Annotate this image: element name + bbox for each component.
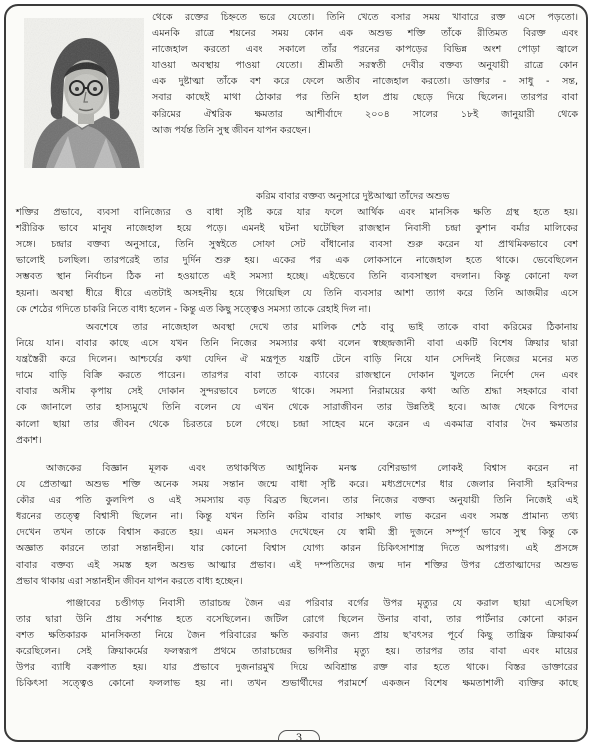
text-line: অবশেষে তার নাজেহাল অবস্থা দেখে তার মালিক শেঠ বাবু ভাই তাকে বাবা করিমের ঠিকানায় bbox=[86, 322, 578, 333]
text-line: ধরনের তত্ত্বে বিশ্বাসী ছিলেন না। কিন্তু যখন তিনি করিম বাবার সাক্ষাৎ লাভ করেন এবং সমস্ত প্রামান্য তথ্য bbox=[16, 511, 578, 523]
text-line: প্রকাশ। bbox=[16, 434, 42, 446]
text-line: দামে বাড়ি বিক্রি করতে পারেন। তারপর বাবা তাকে ব্যাবের রাজস্থানে দোকান খুলতে নির্দেশ দেন এবং bbox=[16, 370, 578, 382]
paragraph-5 bbox=[16, 596, 578, 693]
text-line: থেকে রক্তের চিহ্নতে ভরে যেতো। তিনি খেতে বসার সময় খাবারে রক্ত এসে পড়তো। bbox=[152, 12, 578, 23]
text-line: যাওয়া অবস্থায় পাওয়া যেতো। শ্রীমতী সরস্বতী দেবীর বক্তব্য অনুযায়ী রাত্রে কোন bbox=[152, 60, 578, 72]
text-line: নাজেহাল করতো এবং সকালে তাঁর পরনের কাপড়ের বিভিন্ন অংশ পোড়া জ্বালে bbox=[152, 44, 578, 56]
text-line: উপর ব্যাধি বক্রপাত হয়। যার প্রভাবে দুজনারমুখ দিয়ে অবিশ্রান্ত রক্ত বার হতে থাকে। বিস্তর ডাক্তারের bbox=[16, 662, 578, 674]
text-line: করেছিলেন। সেই ক্রিয়াকর্মের ফলস্বরূপ প্রথমে তারাচন্দ্রের ভগিনীর মৃত্যু হয়। তারপর তার বাবা এবং মায়ের bbox=[16, 646, 578, 658]
text-line: নিয়ে যান। বাবার কাছে এসে যখন তিনি নিজের সমস্যার কথা বলেন স্বচ্ছন্দ্রজানী বাবা একটি বিশেষ ক্রিয়ার দ্বারা bbox=[16, 338, 578, 350]
portrait-image bbox=[24, 18, 144, 168]
text-line: বশত ক্ষতিকারক মানসিকতা নিয়ে জৈন পরিবারের ক্ষতি করবার জন্য প্রায় ছ'বৎসর পূর্বে কিছু তান্ত্রিক ক্রিয়াকর্ম bbox=[16, 630, 578, 642]
text-line: তার দ্বারা উনি প্রায় সর্বশান্ত হতে বসেছিলেন। জটিল রোগে ছিলেন উনার বাবা, তার পার্টনার কোনো কারন bbox=[16, 614, 578, 626]
page-number: 3 bbox=[278, 730, 320, 742]
text-line: শক্তির প্রভাবে, ব্যবসা বানিজ্যের ও বাধা সৃষ্টি করে যার ফলে আর্থিক এবং মানসিক ক্ষতি গ্রস্থ হতে হয়। bbox=[16, 207, 578, 219]
text-line: যন্ত্রস্তৈরী করে দিলেন। আশ্চর্যের কথা যেদিন ঐ মন্ত্রপূত যন্ত্রটি টেনে বাড়ি নিয়ে যান সেদিনই নিজের মনের মত bbox=[16, 354, 578, 366]
text-line: সবার কাছেই মাথা ঠোকার পর তিনি হাল প্রায় ছেড়ে দিয়ে ছিলেন। তারপর বাবা bbox=[152, 92, 578, 104]
text-line: বাবার অসীম কৃপায় সেই দোকান সুন্দরভাবে চলতে থাকে। সমস্যা নিরাময়ের কথা অতি শ্রদ্ধা সহকারে বাবা bbox=[16, 386, 578, 398]
document-page bbox=[4, 4, 588, 742]
text-line: পাঞ্জাবের চণ্ডীগড় নিবাসী তারাচন্দ্র জৈন এর পরিবার বর্গের উপর মৃত্যুর যে করাল ছায়া এসেছিল bbox=[66, 598, 578, 609]
paragraph-1 bbox=[152, 10, 578, 139]
text-line: শরীরিক ভাবে মানুষ নাজেহাল হয়ে পড়ে। এমনই ঘটনা ঘটেছিল রাজস্থান নিবাসী চন্দ্রা কুশান বর্মার মালিকের bbox=[16, 223, 578, 235]
text-line: করিম বাবার বক্তব্য অনুসারে দুষ্টআত্মা তাঁদের অশুভ bbox=[256, 191, 450, 202]
text-line: করিমের ঐশ্বরিক ক্ষমতার আশীর্বাদে ২০০৪ সালের ১৮ই জানুয়ারী থেকে bbox=[152, 108, 578, 120]
paragraph-2 bbox=[16, 189, 578, 318]
text-line: চিকিৎসা সত্ত্বেও কোনো ফললাভ হয় না। তখন শুভার্থীদের পরামর্শে একজন বিশেষ ক্ষমতাশালী ব্যক্তির কাছে bbox=[16, 678, 578, 690]
text-line: প্রভাব থাকায় এরা সন্তানহীন জীবন যাপন করতে বাধ্য হচ্ছেন। bbox=[16, 575, 243, 587]
text-line: কালো ছায়া তার জীবন থেকে চিরতরে চলে গেছে। চন্দ্রা সাহেব মনে করেন এ একমাত্র বাবার দৈব ক্ষমতার bbox=[16, 418, 578, 430]
text-line: এমনকি রাত্রে শয়নের সময় কোন এক অশুভ শক্তি তাঁকে রীতিমত বিরক্ত এবং bbox=[152, 28, 578, 40]
text-line: আজ পর্যন্ত তিনি সুস্থ জীবন যাপন করছেন। bbox=[152, 124, 311, 136]
text-line: যে প্রেতাত্মা অশুভ শক্তি অনেক সময় সন্তান জন্মে বাধা সৃষ্টি করে। মধ্যপ্রদেশের ধার জেলার নিবাসী হরবিন্দর bbox=[16, 479, 578, 491]
text-line: কে জানালে তার হাস্যমুখে তিনি বলেন যে এখন থেকে সারাজীবন তার উন্নতিই হবে। আজ থেকে বিপদের bbox=[16, 402, 578, 414]
text-line: সম্ভবত স্থান নির্বাচন ঠিক না হওয়াতে এই সমস্যা হচ্ছে। এইভেবে তিনি ব্যবসাস্থল বদলান। কিন্তু কোনো ফল bbox=[16, 271, 578, 283]
text-line: ভালোই চলছিল। তারপরেই তার দুর্দিন শুরু হয়। একের পর এক লোকসানে নাজেহাল হতে থাকে। ভেবেছিলেন bbox=[16, 255, 578, 267]
text-line: আজকের বিজ্ঞান মূলক এবং তথাকথিত আধুনিক মনস্ক বেশিরভাগ লোকই বিশ্বাস করেন না bbox=[46, 463, 578, 474]
text-line: হয়না। অবস্থা ধীরে ধীরে এতটাই অসহনীয় হয়ে গিয়েছিল যে তিনি ব্যবসার আশা ত্যাগ করে তিনি আজমীর এসে bbox=[16, 287, 578, 299]
paragraph-4 bbox=[16, 461, 578, 590]
text-line: দেখেন তখন তাকে বিশ্বাস করতে হয়। এমন সমস্যাও দেখেছেন যে স্বামী স্ত্রী দুজনে সম্পূর্ণ ভাবে সুস্থ কিন্তু কে bbox=[16, 527, 578, 539]
text-line: এক দুষ্টাত্মা তাঁকে বশ করে ফেলে অতীব নাজেহাল করতো। ডাক্তার - সাধু - সন্ত, bbox=[152, 76, 578, 88]
portrait-photo bbox=[24, 18, 144, 168]
text-line: বাবার বক্তব্য এই সমস্ত হল অশুভ আত্মার প্রভাব। এই দম্পতিদের জন্ম দান শক্তির উপর প্রেতাত্মাদের অশুভ bbox=[16, 559, 578, 571]
text-line: কে শেঠের গদিতে চাকরি নিতে বাধ্য হলেন - কিন্তু এত কিছু সত্ত্বেও সমস্যা তাকে রেহাই দিল না। bbox=[16, 303, 371, 315]
paragraph-3 bbox=[16, 320, 578, 449]
text-line: সঙ্গে। চন্দ্রার বক্তব্য অনুসারে, তিনি সুস্বইতে সোফা সেট বাঁধানোর ব্যবসা শুরু করেন যা প্রাথমিকভাবে বেশ bbox=[16, 239, 578, 251]
text-line: কৌর এর পতি কুলদিপ ও এই সমস্যায় বড় বিব্রত ছিলেন। তার নিজের বক্তব্য অনুযায়ী তিনি নিজেই এই bbox=[16, 495, 578, 507]
text-line: অজ্ঞাত কারনে তারা সন্তানহীন। যার কোনো বিশ্বাস যোগ্য কারন চিকিৎসাশাস্ত্র দিতে অপারগ। এই প্রসঙ্গে bbox=[16, 543, 578, 555]
